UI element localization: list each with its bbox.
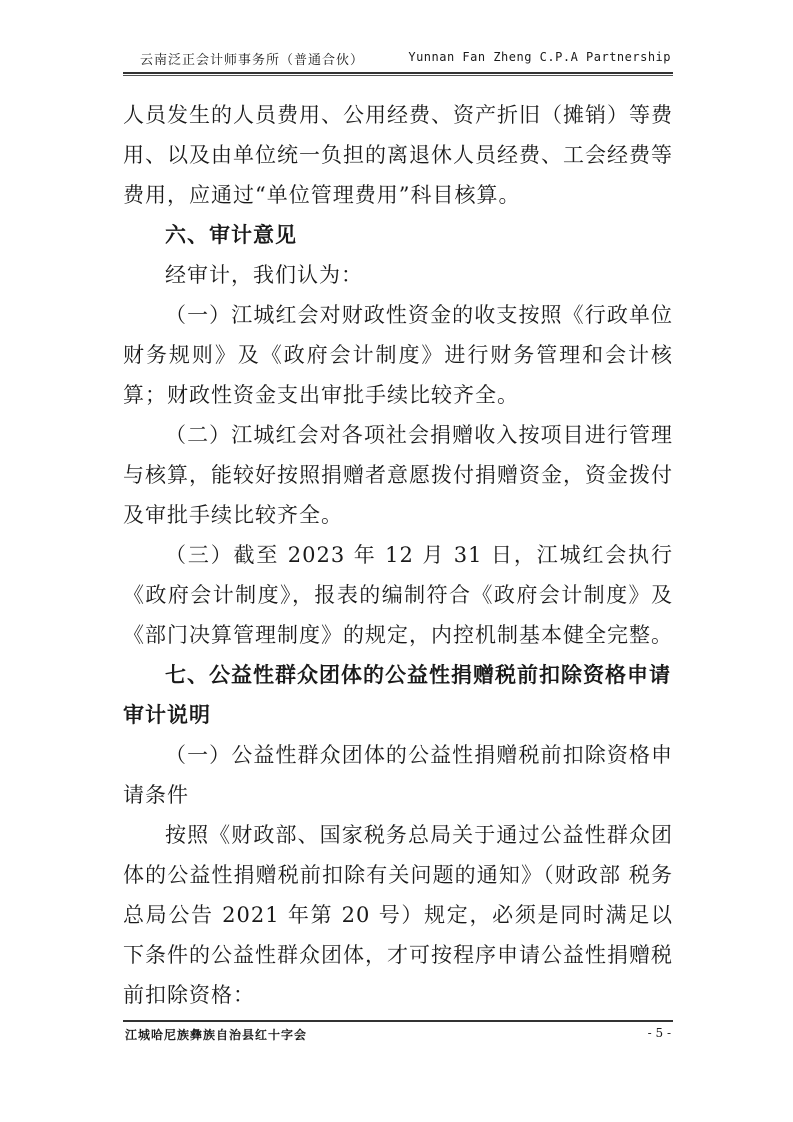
paragraph-expense-accounting: 人员发生的人员费用、公用经费、资产折旧（摊销）等费用、以及由单位统一负担的离退休人员经费、工会经费等费用，应通过“单位管理费用”科目核算。 [123, 103, 673, 207]
paragraph-subsection-conditions: （一）公益性群众团体的公益性捐赠税前扣除资格申请条件 [123, 743, 673, 807]
footer-divider [123, 1020, 673, 1022]
section-heading-audit-opinion: 六、审计意见 [165, 223, 297, 247]
paragraph-opinion-3: （三）截至 2023 年 12 月 31 日，江城红会执行《政府会计制度》，报表的编制符合《政府会计制度》及《部门决算管理制度》的规定，内控机制基本健全完整。 [123, 543, 673, 647]
footer-organization: 江城哈尼族彝族自治县红十字会 [125, 1028, 308, 1042]
document-body [123, 95, 673, 1015]
header-firm-english: Yunnan Fan Zheng C.P.A Partnership [408, 50, 671, 64]
paragraph-audit-intro: 经审计，我们认为： [165, 263, 363, 287]
paragraph-opinion-2: （二）江城红会对各项社会捐赠收入按项目进行管理与核算，能较好按照捐赠者意愿拨付捐赠资金，资金拨付及审批手续比较齐全。 [123, 423, 673, 527]
paragraph-regulation-reference: 按照《财政部、国家税务总局关于通过公益性群众团体的公益性捐赠税前扣除有关问题的通知》（财政部 税务总局公告 2021 年第 20 号）规定，必须是同时满足以下条件的公益性群众团体，才可按程序申请公益性捐赠税前扣除资格： [123, 823, 673, 1007]
paragraph-opinion-1: （一）江城红会对财政性资金的收支按照《行政单位财务规则》及《政府会计制度》进行财务管理和会计核算；财政性资金支出审批手续比较齐全。 [123, 303, 673, 407]
header-divider [123, 72, 673, 74]
page-number: - 5 - [647, 1026, 671, 1040]
header-firm-name: 云南泛正会计师事务所（普通合伙） [140, 53, 365, 68]
section-heading-tax-deduction: 七、公益性群众团体的公益性捐赠税前扣除资格申请审计说明 [123, 663, 671, 727]
header-divider-thin [123, 75, 673, 76]
